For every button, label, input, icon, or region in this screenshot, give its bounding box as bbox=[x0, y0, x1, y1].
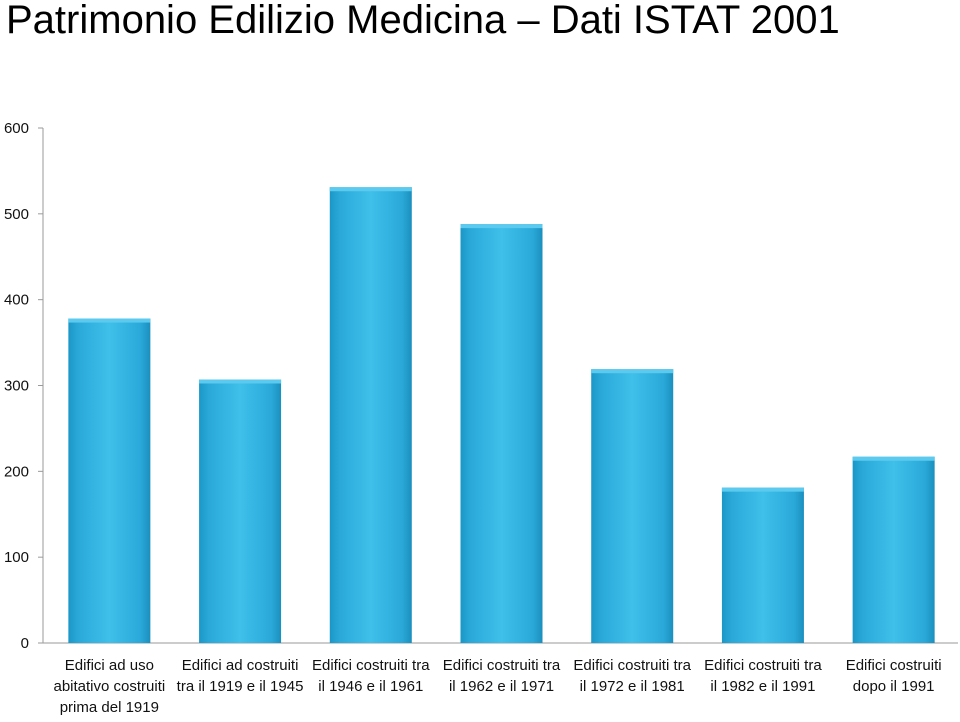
bar bbox=[68, 319, 150, 643]
bar-body bbox=[330, 187, 412, 643]
chart-title: Patrimonio Edilizio Medicina – Dati ISTAT 2001 bbox=[6, 0, 840, 42]
bar-body bbox=[461, 224, 543, 643]
x-category-label: Edifici costruiti tra il 1946 e il 1961 bbox=[312, 657, 430, 695]
bar-top-highlight bbox=[330, 187, 412, 191]
x-category-label: Edifici costruiti tra il 1972 e il 1981 bbox=[573, 657, 691, 695]
y-tick-label: 400 bbox=[3, 291, 29, 309]
y-tick-label: 200 bbox=[3, 463, 29, 481]
bar bbox=[591, 369, 673, 643]
x-category-label: Edifici costruiti tra il 1962 e il 1971 bbox=[442, 657, 561, 695]
bar-body bbox=[853, 457, 935, 643]
bar-top-highlight bbox=[199, 379, 281, 383]
bar bbox=[722, 488, 804, 643]
x-category-label: Edifici ad costruiti tra il 1919 e il 1945 bbox=[176, 657, 304, 695]
x-category-label: Edifici costruiti tra il 1982 e il 1991 bbox=[704, 657, 822, 695]
bar bbox=[461, 224, 543, 643]
x-category-label: Edifici costruiti dopo il 1991 bbox=[845, 657, 942, 695]
y-tick-label: 600 bbox=[3, 120, 29, 137]
x-category-label: Edifici ad uso abitativo costruiti prima del 1919 bbox=[53, 657, 166, 716]
bar-body bbox=[722, 488, 804, 643]
bar-top-highlight bbox=[591, 369, 673, 373]
y-tick-label: 0 bbox=[20, 635, 29, 652]
bar bbox=[853, 457, 935, 643]
bar-top-highlight bbox=[68, 319, 150, 323]
bar-top-highlight bbox=[853, 457, 935, 461]
bar bbox=[330, 187, 412, 643]
y-tick-label: 100 bbox=[3, 549, 29, 567]
bar-body bbox=[199, 379, 281, 643]
bar-body bbox=[591, 369, 673, 643]
bar-top-highlight bbox=[461, 224, 543, 228]
y-tick-label: 500 bbox=[3, 205, 29, 223]
y-tick-label: 300 bbox=[3, 377, 29, 395]
bar-top-highlight bbox=[722, 488, 804, 492]
bar-body bbox=[68, 319, 150, 643]
bar bbox=[199, 379, 281, 643]
